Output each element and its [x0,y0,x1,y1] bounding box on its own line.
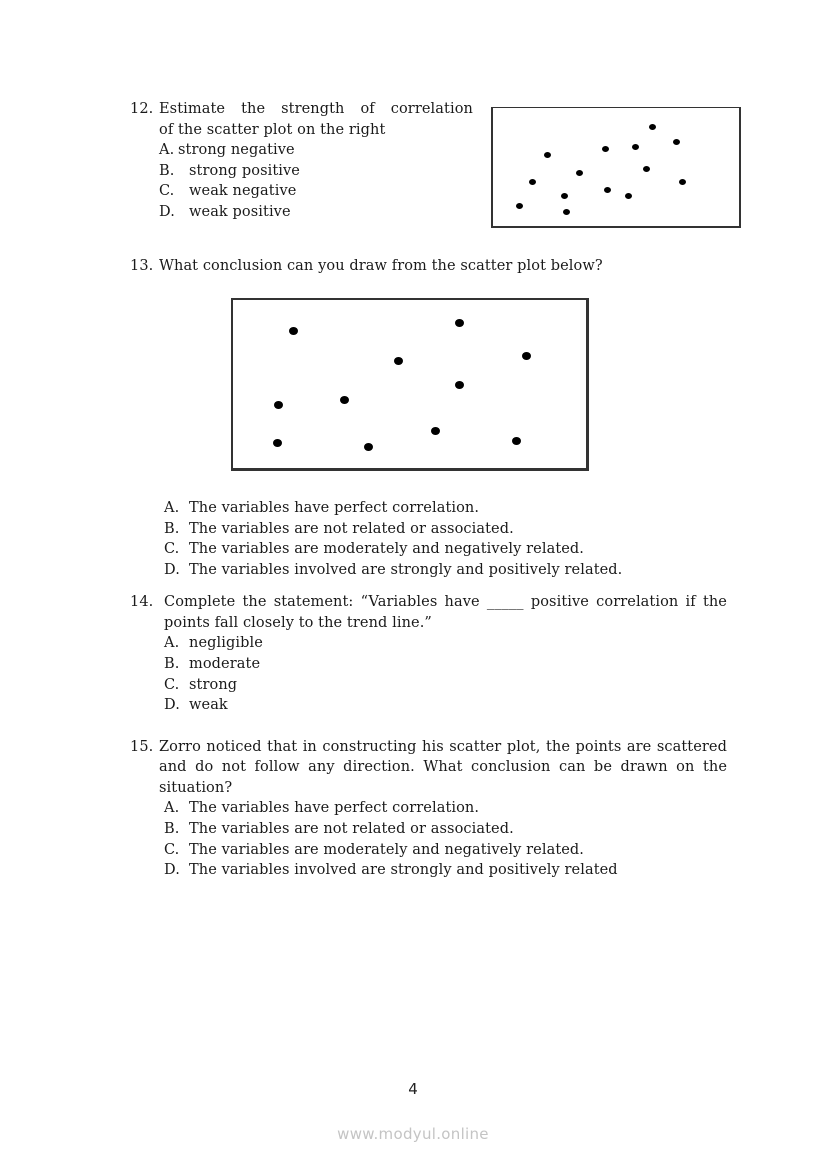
option-letter: D. [164,862,180,878]
option-text: The variables are not related or associated. [189,521,514,537]
question-stem: What conclusion can you draw from the scatter plot below? [159,258,603,274]
stem-word: correlation [390,101,473,117]
data-point [649,124,656,130]
question-number: 14. [130,594,154,610]
option-letter: D. [164,697,180,713]
data-point [632,144,639,150]
scatter-plot-q12 [491,107,741,228]
option-text: strong negative [178,142,295,158]
stem-word: of [360,101,375,117]
option-letter: C. [159,183,175,199]
option-text: The variables are not related or associated. [189,821,514,837]
question-stem-line2: of the scatter plot on the right [159,122,386,138]
option-text: The variables involved are strongly and positively related. [189,562,623,578]
stem-word: Estimate [159,101,226,117]
option-letter: A. [159,142,175,158]
data-point [625,193,632,199]
data-point [512,437,521,445]
option-letter: B. [159,163,175,179]
option-text: negligible [189,635,263,651]
option-letter: B. [164,521,180,537]
question-stem-line3: situation? [159,780,233,796]
data-point [394,357,403,365]
option-letter: A. [164,500,180,516]
data-point [274,401,283,409]
option-letter: C. [164,677,180,693]
scatter-plot-q13 [231,298,589,471]
data-point [561,193,568,199]
option-letter: C. [164,541,180,557]
option-letter: D. [159,204,175,220]
option-text: The variables are moderately and negatively related. [189,541,585,557]
stem-word: strength [281,101,345,117]
question-stem-line2: points fall closely to the trend line.” [164,615,432,631]
data-point [604,187,611,193]
option-text: The variables are moderately and negatively related. [189,842,585,858]
option-text: weak positive [189,204,291,220]
option-text: The variables have perfect correlation. [189,800,480,816]
data-point [455,381,464,389]
data-point [544,152,551,158]
data-point [455,319,464,327]
option-text: weak negative [189,183,297,199]
option-letter: B. [164,821,180,837]
stem-word: the [241,101,266,117]
data-point [516,203,523,209]
option-text: moderate [189,656,261,672]
question-stem-line1: Complete the statement: “Variables have _____ positive correlation if the [164,594,727,610]
page-number: 4 [408,1080,418,1098]
option-letter: A. [164,800,180,816]
option-text: The variables involved are strongly and positively related [189,862,618,878]
data-point [273,439,282,447]
data-point [679,179,686,185]
data-point [643,166,650,172]
option-text: strong [189,677,238,693]
data-point [289,327,298,335]
option-text: weak [189,697,228,713]
question-stem-line1 [159,99,473,120]
data-point [576,170,583,176]
data-point [673,139,680,145]
question-stem-line1: Zorro noticed that in constructing his scatter plot, the points are scattered [159,739,727,755]
question-stem-line2: and do not follow any direction. What conclusion can be drawn on the [159,759,727,775]
data-point [364,443,373,451]
question-number: 13. [130,258,154,274]
data-point [563,209,570,215]
question-number: 15. [130,739,154,755]
option-text: The variables have perfect correlation. [189,500,480,516]
data-point [602,146,609,152]
data-point [431,427,440,435]
watermark: www.modyul.online [337,1125,489,1143]
option-letter: C. [164,842,180,858]
option-letter: B. [164,656,180,672]
question-number: 12. [130,101,154,117]
data-point [340,396,349,404]
option-text: strong positive [189,163,300,179]
data-point [529,179,536,185]
option-letter: A. [164,635,180,651]
data-point [522,352,531,360]
option-letter: D. [164,562,180,578]
